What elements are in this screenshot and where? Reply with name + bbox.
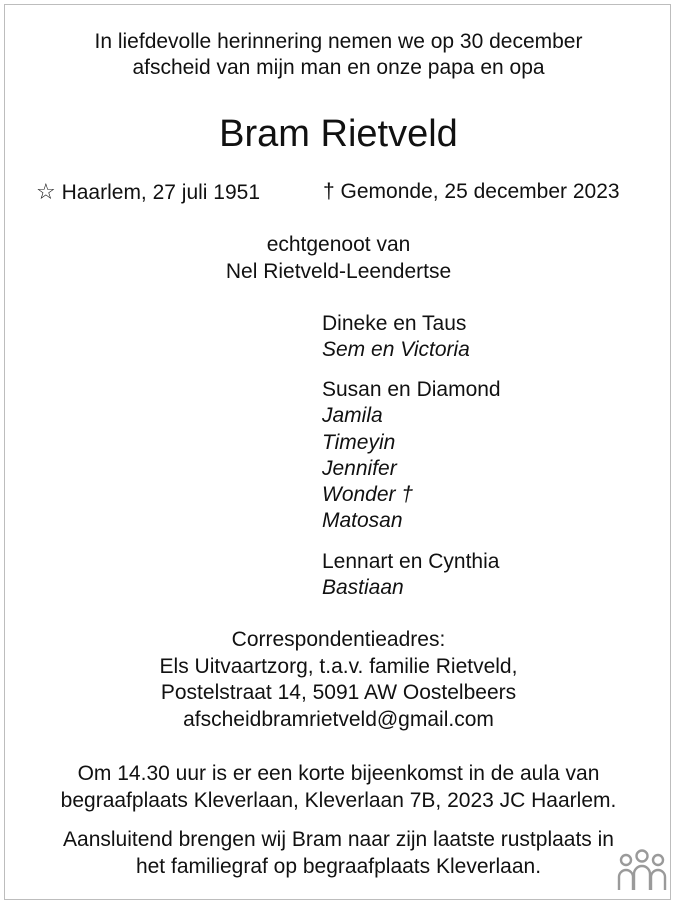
closing-line-1: Aansluitend brengen wij Bram naar zijn laatste rustplaats in <box>63 828 614 851</box>
family-group <box>322 311 470 364</box>
family-child: Jamila <box>322 404 383 428</box>
closing-line-2: het familiegraf op begraafplaats Kleverlaan. <box>135 854 542 878</box>
meeting-line-1: Om 14.30 uur is er een korte bijeenkomst in de aula van <box>77 762 600 785</box>
correspondence-heading: Correspondentieadres: <box>231 628 446 651</box>
meeting-line-2: begraafplaats Kleverlaan, Kleverlaan 7B, 2023 JC Haarlem. <box>60 788 617 812</box>
cross-icon: † <box>323 180 335 203</box>
star-icon: ☆ <box>36 179 56 204</box>
family-parents: Susan en Diamond <box>322 378 501 401</box>
meeting-block <box>0 761 677 814</box>
people-group-icon <box>617 849 667 891</box>
spouse-block <box>0 231 677 285</box>
intro-line-1: In liefdevolle herinnering nemen we op 30 december <box>94 30 583 53</box>
family-child: Bastiaan <box>322 576 404 600</box>
intro-line-2: afscheid van mijn man en onze papa en opa <box>132 56 545 79</box>
family-parents: Lennart en Cynthia <box>322 550 500 573</box>
family-group <box>322 549 499 602</box>
death-text: Gemonde, 25 december 2023 <box>340 180 620 203</box>
closing-block <box>0 827 677 880</box>
family-parents: Dineke en Taus <box>322 312 467 335</box>
family-group <box>322 377 501 535</box>
spouse-name: Nel Rietveld-Leendertse <box>225 260 452 283</box>
correspondence-email: afscheidbramrietveld@gmail.com <box>183 707 494 731</box>
family-child: Timeyin <box>322 430 396 454</box>
deceased-name: Bram Rietveld <box>219 113 458 155</box>
family-child: Matosan <box>322 509 403 533</box>
death-info <box>323 178 620 206</box>
family-child: Jennifer <box>322 456 397 480</box>
birth-text: Haarlem, 27 juli 1951 <box>61 181 261 204</box>
spouse-line-1: echtgenoot van <box>266 233 411 256</box>
birth-info <box>36 178 260 207</box>
family-child: Wonder † <box>322 483 414 507</box>
correspondence-line-1: Els Uitvaartzorg, t.a.v. familie Rietveld, <box>159 654 518 678</box>
correspondence-block <box>0 627 677 733</box>
correspondence-line-2: Postelstraat 14, 5091 AW Oostelbeers <box>160 681 517 704</box>
family-child: Sem en Victoria <box>322 338 470 362</box>
intro-text <box>0 29 677 81</box>
